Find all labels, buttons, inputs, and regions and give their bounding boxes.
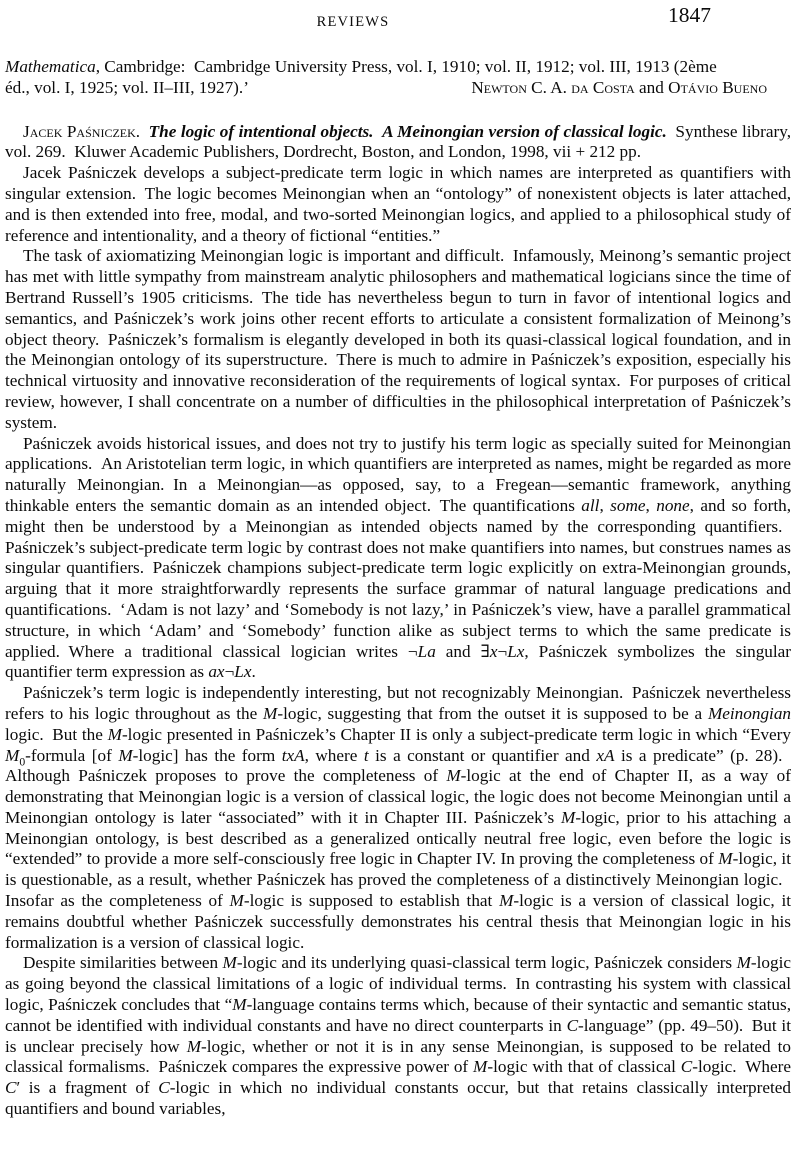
running-head-title: REVIEWS: [316, 14, 390, 30]
text-run: -logic as going beyond the classical limitations of a logic of individual terms. In contrasting his system with classical logic, Paśniczek concludes that “: [5, 953, 791, 1015]
text-run: Lx: [507, 641, 525, 661]
text-run: txA: [281, 745, 305, 765]
text-run: , Cambridge: Cambridge University Press, vol. I, 1910; vol. II, 1912; vol. III, 1913 (2ème: [95, 57, 717, 76]
text-run: none: [656, 495, 690, 515]
text-run: C: [566, 1015, 579, 1035]
text-run: C: [158, 1078, 170, 1098]
text-run: Despite similarities between: [23, 953, 223, 973]
reviewer-attribution: [471, 78, 767, 99]
citation-continuation-text: [5, 78, 249, 99]
text-run: ax: [208, 662, 225, 682]
text-run: ,: [645, 495, 657, 515]
text-run: C: [5, 1078, 17, 1098]
text-run: M: [718, 849, 733, 869]
text-run: Newton C. A. da Costa: [471, 77, 635, 97]
text-run: is a constant or quantifier and: [368, 745, 597, 765]
text-run: C: [680, 1057, 693, 1077]
review-paragraph: [5, 683, 791, 953]
text-run: Otávio Bueno: [668, 77, 767, 97]
text-run: is a predicate” (p. 28). Although Paśniczek proposes to prove the completeness of: [5, 745, 791, 786]
text-run: Lx: [234, 662, 252, 682]
text-run: M: [186, 1036, 202, 1056]
text-run: The task of axiomatizing Meinongian logic is important and difficult. Infamously, Meinong’s semantic project has met with little sympathy from mainstream analytic philosophers and mathematical logicians since the time of Bertrand Russell’s 1905 criticisms. The tide has nevertheless begun to turn in favor of intentional logics and semantics, and Paśniczek’s work joins other recent efforts to articulate a consistent formalization of Meinong’s object theory. Paśniczek’s formalism is elegantly developed in both its quasi-classical logical foundation, and in the Meinongian ontology of its superstructure. There is much to admire in Paśniczek’s exposition, especially his technical virtuosity and innovative reconsideration of the requirements of logical syntax. For purposes of critical review, however, I shall concentrate on a number of difficulties in the philosophical interpretation of Paśniczek’s system.: [5, 246, 791, 432]
text-run: -logic in which no individual constants occur, but that retains classically interpreted quantifiers and bound variables,: [5, 1078, 791, 1119]
text-run: ¬: [497, 641, 508, 661]
text-run: ¬: [224, 662, 235, 682]
text-run: -logic is supposed to establish that: [243, 891, 500, 911]
text-run: -logic, whether or not it is in any sense Meinongian, is supposed to be related to classical formalisms. Paśniczek compares the expressive power of: [5, 1036, 791, 1077]
text-run: and ∃: [435, 641, 490, 661]
text-run: .: [251, 662, 256, 682]
text-run: -logic presented in Paśniczek’s Chapter II is only a subject-predicate term logic in which “Every: [121, 724, 791, 744]
text-run: xA: [596, 745, 615, 765]
text-run: [140, 122, 149, 141]
text-run: -logic with that of classical: [487, 1057, 681, 1077]
text-run: -logic, suggesting that from the outset it is supposed to be a: [277, 703, 708, 723]
text-run: -logic, it is questionable, as a result, whether Paśniczek has proved the completeness of a distinctively Meinongian logic. Insofar as the completeness of: [5, 849, 791, 911]
text-run: -language contains terms which, because of their syntactic and semantic status, cannot be identified with individual constants and have no direct counterparts in: [5, 995, 792, 1035]
text-run: all: [581, 495, 600, 515]
text-run: M: [736, 953, 751, 973]
text-run: M: [118, 745, 133, 765]
text-run: Jacek Paśniczek.: [23, 121, 141, 141]
text-run: ,: [599, 495, 611, 515]
text-run: M: [446, 766, 461, 786]
text-run: Paśniczek’s term logic is independently interesting, but not recognizably Meinongian. Paśniczek nevertheless refers to his logic throughout as the: [5, 683, 791, 723]
review-body: [5, 163, 791, 1120]
review-paragraph: [5, 246, 791, 433]
text-run: x: [489, 641, 498, 661]
text-run: éd., vol. I, 1925; vol. II–III, 1927).’: [5, 77, 249, 97]
text-run: La: [417, 641, 436, 661]
text-run: Mathematica: [5, 57, 96, 76]
text-run: -logic is a version of classical logic, it remains doubtful whether Paśniczek successfully demonstrates his central thesis that Meinongian logic in his formalization is a version of classical logic.: [5, 891, 792, 952]
citation-continuation-line-2: [5, 78, 791, 99]
text-run: M: [5, 745, 20, 765]
text-run: , Paśniczek symbolizes the singular quantifier term expression as: [5, 641, 792, 682]
text-run: -logic, prior to his attaching a Meinongian ontology, is best described as a generalized ontically neutral free logic, even before the logic is “extended” to provide a more self-consciously free logic in Chapter IV. In proving the completeness of: [5, 807, 791, 869]
text-run: logic. But the: [5, 724, 108, 744]
text-run: 0: [19, 754, 26, 768]
text-run: M: [263, 703, 278, 723]
text-run: , and so forth, might then be understood by a Meinongian as intended objects named by the corresponding quantifiers. Paśniczek’s subject-predicate term logic by contrast does not make quantifiers into names, but construes names as singular quantifiers. Paśniczek champions subject-predicate term logic explicitly on extra-Meinongian grounds, arguing that it more straightforwardly represents the surface grammar of natural language predications and quantifications. ‘Adam is not lazy’ and ‘Somebody is not lazy,’ in Paśniczek’s view, have a parallel grammatical structure, in which ‘Adam’ and ‘Somebody’ function alike as subject terms to which the same predicate is applied. Where a traditional classical logician writes ¬: [5, 495, 791, 661]
text-run: -language” (pp. 49–50). But it is unclear precisely how: [5, 1015, 791, 1056]
page-number: 1847: [668, 3, 711, 27]
text-run: M: [561, 807, 576, 827]
review-citation: [5, 122, 791, 164]
text-run: M: [473, 1057, 488, 1077]
text-run: -logic at the end of Chapter II, as a way of demonstrating that Meinongian logic is a version of classical logic, the logic does not become Meinongian until a Meinongian ontology is later “associated” with it in Chapter III. Paśniczek’s: [5, 766, 791, 827]
text-run: M: [232, 995, 247, 1015]
running-head: [5, 3, 791, 33]
text-run: M: [229, 891, 244, 911]
review-paragraph: [5, 434, 791, 684]
text-run: , where: [304, 745, 364, 765]
text-run: M: [222, 953, 237, 973]
review-paragraph: [5, 953, 791, 1119]
text-run: M: [499, 891, 514, 911]
text-run: Jacek Paśniczek develops a subject-predicate term logic in which names are interpreted as quantifiers with singular extension. The logic becomes Meinongian when an “ontology” of nonexistent objects is later attached, and is then extended into free, modal, and two-sorted Meinongian logics, and applied to a philosophical study of reference and intentionality, and a theory of fictional “entities.”: [5, 163, 791, 245]
citation-continuation-line-1: [5, 57, 791, 78]
text-run: some: [610, 495, 646, 515]
previous-review-continuation: [5, 57, 791, 99]
text-run: -logic] has the form: [132, 745, 282, 765]
text-run: The logic of intentional objects. A Meinongian version of classical logic.: [148, 121, 667, 141]
text-run: Paśniczek avoids historical issues, and does not try to justify his term logic as specially suited for Meinongian applications. An Aristotelian term logic, in which quantifiers are interpreted as names, might be regarded as more naturally Meinongian. In a Meinongian—as opposed, say, to a Fregean—semantic framework, anything thinkable enters the semantic domain as an intended object. The quantifications: [5, 433, 791, 515]
text-run: and: [634, 77, 669, 97]
text-run: Synthese library, vol. 269. Kluwer Academic Publishers, Dordrecht, Boston, and London, 1998, vii + 212 pp.: [5, 121, 791, 162]
review-paragraph: [5, 163, 791, 246]
text-run: -formula [of: [25, 745, 119, 765]
text-run: Meinongian: [707, 703, 792, 723]
text-run: -logic and its underlying quasi-classical term logic, Paśniczek considers: [236, 953, 737, 973]
text-run: M: [107, 724, 122, 744]
text-run: -logic. Where: [692, 1057, 791, 1077]
text-run: t: [363, 745, 369, 765]
text-run: ′ is a fragment of: [16, 1078, 159, 1098]
